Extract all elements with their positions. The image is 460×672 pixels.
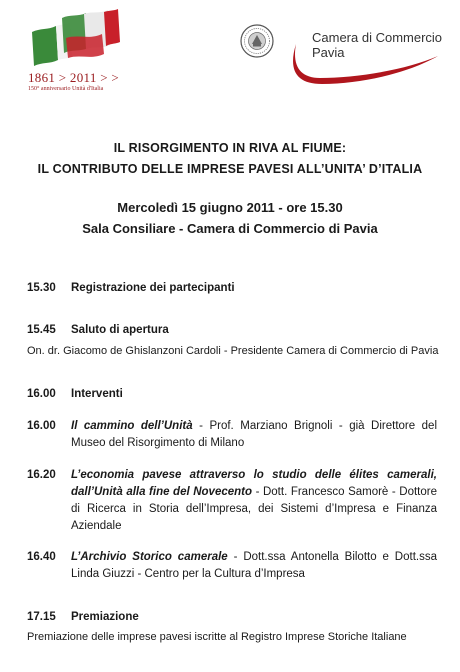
agenda-time: 15.45 — [27, 324, 56, 336]
camera-commercio-logo — [286, 26, 446, 86]
talk-title: Il cammino dell’Unità — [71, 420, 193, 432]
camera-name-line2: Pavia — [312, 45, 345, 60]
talk-text — [71, 418, 437, 452]
talk-text — [71, 549, 437, 583]
agenda-time: 15.30 — [27, 282, 56, 294]
talk-text — [71, 467, 437, 535]
agenda-label: Registrazione dei partecipanti — [71, 282, 235, 294]
anniversary-label: 150° anniversario Unità d'Italia — [28, 86, 104, 92]
talk-speaker: - Dott. Francesco Samorè - Dottore di Ricerca in Storia dell’Impresa, dei Sistemi d’Impresa e Finanza Aziendale — [71, 486, 437, 532]
awards-description: Premiazione delle imprese pavesi iscritte al Registro Imprese Storiche Italiane — [27, 631, 407, 643]
agenda-time: 16.00 — [27, 388, 56, 400]
agenda-time: 16.40 — [27, 551, 56, 563]
agenda-talk — [27, 549, 437, 583]
unita-150-logo — [22, 8, 122, 94]
opening-speaker: On. dr. Giacomo de Ghislanzoni Cardoli - Presidente Camera di Commercio di Pavia — [27, 345, 439, 357]
agenda-label: Premiazione — [71, 611, 139, 623]
talk-title: L’Archivio Storico camerale — [71, 551, 228, 563]
agenda-talk — [27, 418, 437, 452]
event-title-line2: IL CONTRIBUTO DELLE IMPRESE PAVESI ALL’UNITA’ D’ITALIA — [37, 162, 423, 176]
agenda-time: 17.15 — [27, 611, 56, 623]
agenda-time: 16.00 — [27, 420, 56, 432]
agenda-label: Saluto di apertura — [71, 324, 169, 336]
event-venue: Sala Consiliare - Camera di Commercio di Pavia — [82, 221, 378, 236]
agenda-talk — [27, 467, 437, 535]
event-title-line1: IL RISORGIMENTO IN RIVA AL FIUME: — [113, 141, 347, 155]
years-label: 1861 > 2011 > > — [28, 70, 120, 85]
talk-speaker: - Prof. Marziano Brignoli - già Direttore del Museo del Risorgimento di Milano — [71, 420, 437, 449]
agenda-time: 16.20 — [27, 469, 56, 481]
seal-icon — [240, 24, 274, 58]
event-date: Mercoledì 15 giugno 2011 - ore 15.30 — [117, 200, 343, 215]
camera-name-line1: Camera di Commercio — [312, 30, 443, 45]
flag-icon — [26, 8, 122, 70]
agenda-label: Interventi — [71, 388, 123, 400]
talk-speaker: - Dott.ssa Antonella Bilotto e Dott.ssa Linda Giuzzi - Centro per la Cultura d’Impresa — [71, 551, 437, 580]
talk-title: L’economia pavese attraverso lo studio delle élites camerali, dall’Unità alla fine del Novecento — [71, 469, 437, 498]
